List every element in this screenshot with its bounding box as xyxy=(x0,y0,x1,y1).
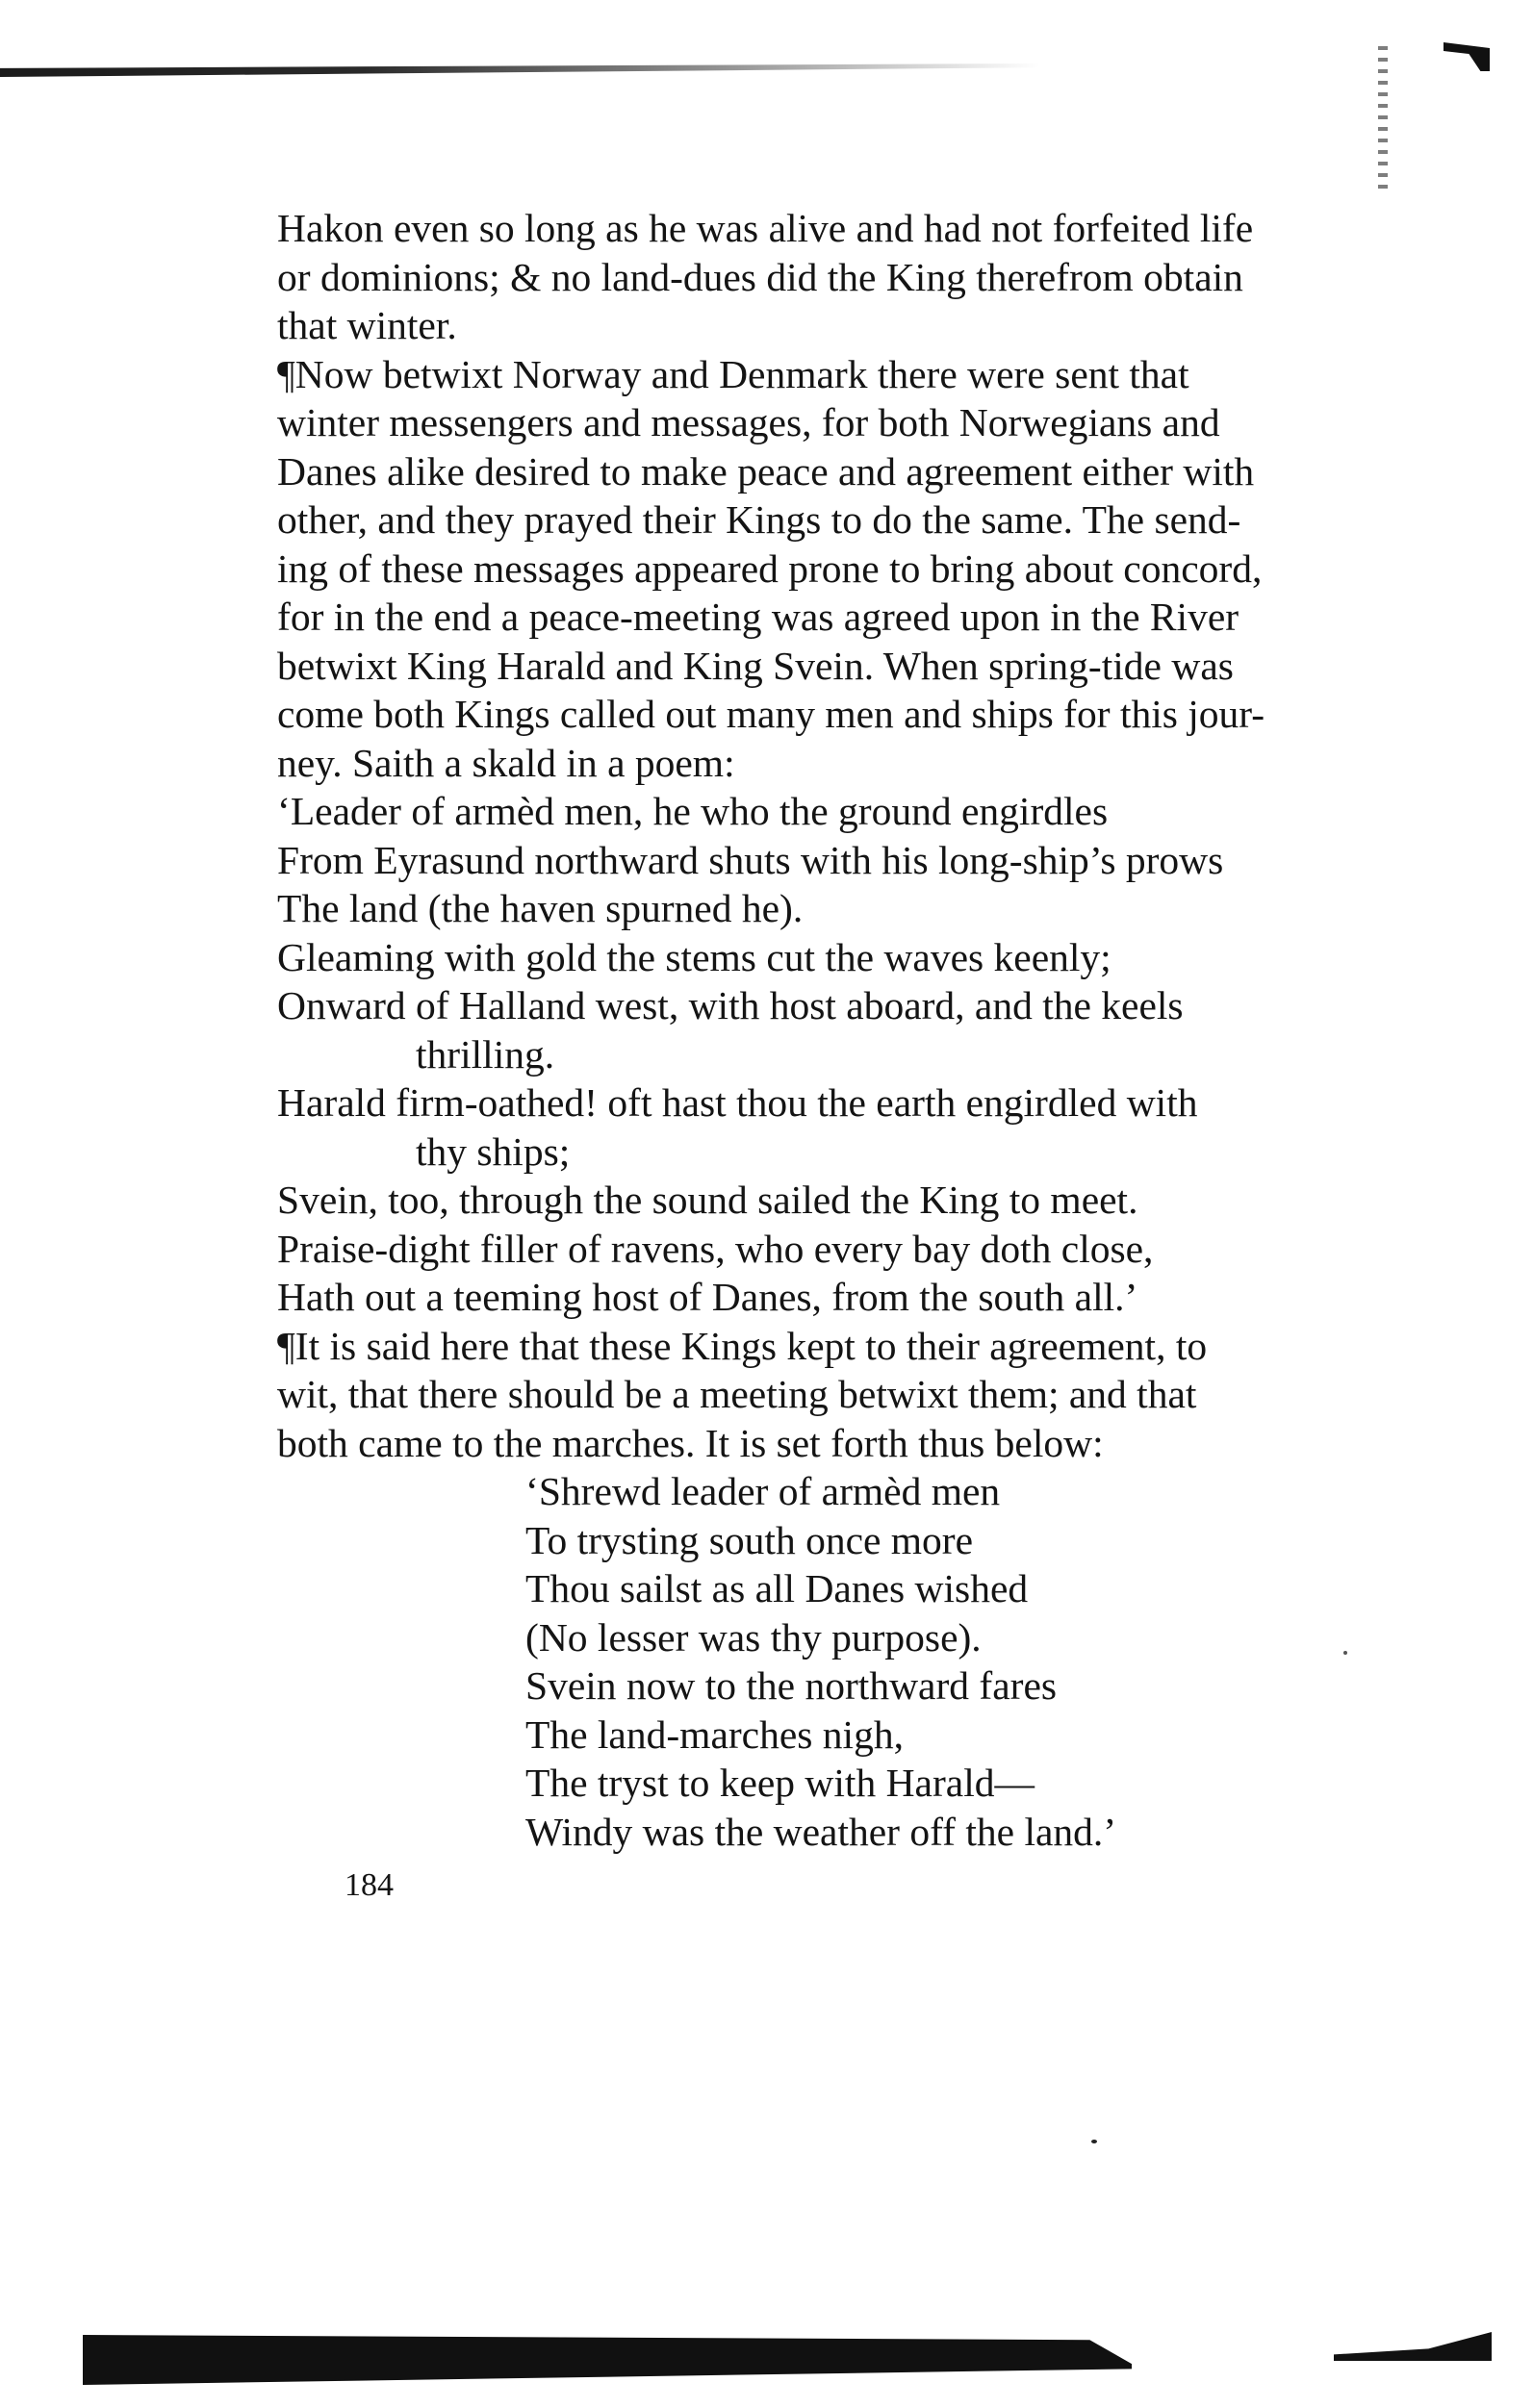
body-text xyxy=(277,204,1480,1856)
scan-speck xyxy=(1091,2140,1097,2143)
scan-edge-top xyxy=(0,63,1039,77)
text-line: or dominions; & no land-dues did the King therefrom obtain xyxy=(277,254,1243,299)
verse-line: Svein, too, through the sound sailed the King to meet. xyxy=(277,1178,1138,1222)
text-line: ¶Now betwixt Norway and Denmark there were sent that xyxy=(277,351,1189,396)
text-line: betwixt King Harald and King Svein. When spring-tide was xyxy=(277,643,1234,688)
text-line: Hakon even so long as he was alive and had not forfeited life xyxy=(277,206,1254,250)
verse-line: Praise-dight filler of ravens, who every bay doth close, xyxy=(277,1226,1154,1271)
verse-line: Svein now to the northward fares xyxy=(525,1663,1058,1708)
scan-speckle xyxy=(1378,46,1388,190)
verse-line-continued: thrilling. xyxy=(416,1031,555,1077)
text-line: other, and they prayed their Kings to do the same. The send- xyxy=(277,497,1241,542)
text-line: ney. Saith a skald in a poem: xyxy=(277,740,735,785)
verse-line: Gleaming with gold the stems cut the waves keenly; xyxy=(277,934,1111,979)
verse-line: From Eyrasund northward shuts with his long-ship’s prows xyxy=(277,837,1224,882)
text-line: both came to the marches. It is set forth thus below: xyxy=(277,1420,1104,1465)
verse-line: Hath out a teeming host of Danes, from the south all.’ xyxy=(277,1275,1138,1319)
verse-line: The land (the haven spurned he). xyxy=(277,886,804,930)
verse-line: The land-marches nigh, xyxy=(525,1711,904,1757)
verse-line: Onward of Halland west, with host aboard, and the keels xyxy=(277,983,1184,1027)
text-line: Danes alike desired to make peace and agreement either with xyxy=(277,448,1255,494)
text-line: winter messengers and messages, for both Norwegians and xyxy=(277,400,1220,444)
text-line: ¶It is said here that these Kings kept to their agreement, to xyxy=(277,1323,1208,1368)
verse-line: The tryst to keep with Harald— xyxy=(525,1761,1035,1805)
verse-line-continued: thy ships; xyxy=(416,1128,571,1174)
verse-line: Thou sailst as all Danes wished xyxy=(525,1566,1029,1610)
verse-line: Windy was the weather off the land.’ xyxy=(525,1809,1117,1854)
page-number: 184 xyxy=(345,1867,394,1903)
text-line: that winter. xyxy=(277,303,457,347)
text-line: for in the end a peace-meeting was agreed upon in the River xyxy=(277,595,1239,639)
verse-line: ‘Leader of armèd men, he who the ground engirdles xyxy=(277,789,1109,833)
verse-line: ‘Shrewd leader of armèd men xyxy=(525,1469,1001,1513)
text-line: ing of these messages appeared prone to bring about concord, xyxy=(277,545,1263,591)
scan-speck xyxy=(1343,1651,1347,1655)
scan-edge-bottom xyxy=(83,2335,1132,2385)
verse-line: (No lesser was thy purpose). xyxy=(525,1614,982,1660)
scan-corner-mark-bottom xyxy=(1334,2332,1492,2361)
verse-line: To trysting south once more xyxy=(525,1517,974,1562)
text-line: come both Kings called out many men and ships for this jour- xyxy=(277,692,1265,736)
scan-corner-mark xyxy=(1444,42,1490,71)
text-line: wit, that there should be a meeting betwixt them; and that xyxy=(277,1372,1197,1416)
verse-line: Harald firm-oathed! oft hast thou the earth engirdled with xyxy=(277,1080,1198,1125)
